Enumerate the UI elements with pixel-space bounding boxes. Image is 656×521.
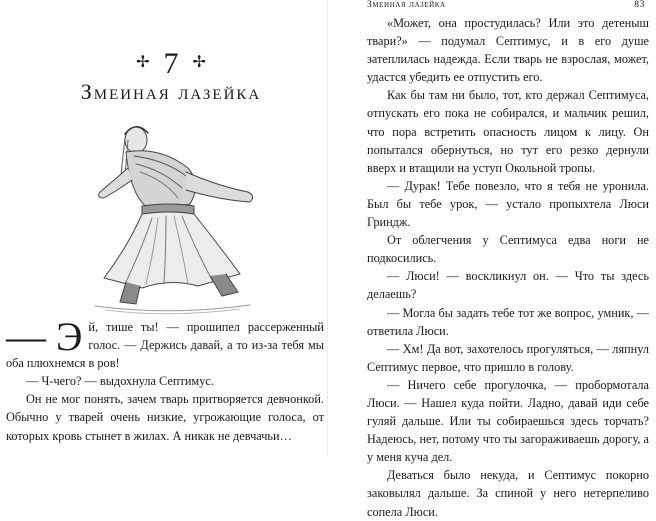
ornament-right-icon: ✢ bbox=[192, 54, 206, 72]
right-paragraph: Деваться было некуда, и Септимус покорно заковылял дальше. За спиной у него нетерпеливо сопела Люси. bbox=[367, 468, 649, 519]
running-head-title: Змеиная лазейка bbox=[367, 0, 446, 10]
right-paragraph: — Ничего себе прогулочка, — пробормотала Люси. — Нашел куда пойти. Ладно, давай иди себе гуляй дальше. Или ты собираешься здесь торчать? Надеюсь, нет, потому что ты загораживаешь дорогу, а у меня куча дел. bbox=[367, 377, 649, 465]
left-paragraph-2: — Ч-чего? — выдохнула Септимус. bbox=[26, 374, 214, 389]
chapter-heading bbox=[60, 46, 282, 82]
right-paragraph: Как бы там ни было, тот, кто держал Септимуса, отпускать его пока не собирался, и мальчик решил, что пора встретить опасность лицом к лицу. Он попытался обернуться, но тут его резко дернули вверх и втащили на уступ Окольной тропы. bbox=[367, 88, 649, 175]
right-paragraph: «Может, она простудилась? Или это детеныш твари?» — подумал Септимус, и в его душе затеплилась надежда. Если тварь не взрослая, может, удастся убедить ее отпустить его. bbox=[367, 16, 649, 85]
ornament-left-icon: ✢ bbox=[136, 54, 150, 72]
page-number: 83 bbox=[634, 0, 645, 10]
running-head bbox=[367, 0, 645, 12]
right-body-text bbox=[367, 14, 649, 521]
drop-cap: — Э bbox=[6, 314, 83, 359]
left-paragraph-1: — Э й, тише ты! — прошипел рассерженный голос. — Держись давай, а то из-за тебя мы оба плюхнемся в ров! bbox=[6, 314, 324, 371]
right-paragraph: — Могла бы задать тебе тот же вопрос, умник, — ответила Люси. bbox=[367, 305, 649, 338]
left-body-text bbox=[6, 314, 324, 445]
chapter-number: 7 bbox=[163, 47, 179, 80]
right-paragraph: — Хм! Да вот, захотелось прогуляться, — ляпнул Септимус первое, что пришло в голову. bbox=[367, 341, 649, 374]
right-paragraph: — Дурак! Тебе повезло, что я тебя не уронила. Был бы тебе урок, — устало пропыхтела Люси Гриндж. bbox=[367, 178, 649, 230]
chapter-title: Змеиная лазейка bbox=[80, 79, 262, 104]
left-page bbox=[0, 0, 328, 456]
illustration-girl-walking bbox=[70, 106, 270, 316]
right-paragraph: — Люси! — воскликнул он. — Что ты здесь делаешь? bbox=[367, 269, 649, 302]
left-paragraph-3: Он не мог понять, зачем тварь притворяется девчонкой. Обычно у тварей очень низкие, угрожающие голоса, от которых кровь стынет в жилах. А никак не девчачьи… bbox=[6, 392, 324, 443]
right-page bbox=[328, 0, 656, 519]
right-paragraph: От облегчения у Септимуса едва ноги не подкосились. bbox=[367, 233, 649, 266]
